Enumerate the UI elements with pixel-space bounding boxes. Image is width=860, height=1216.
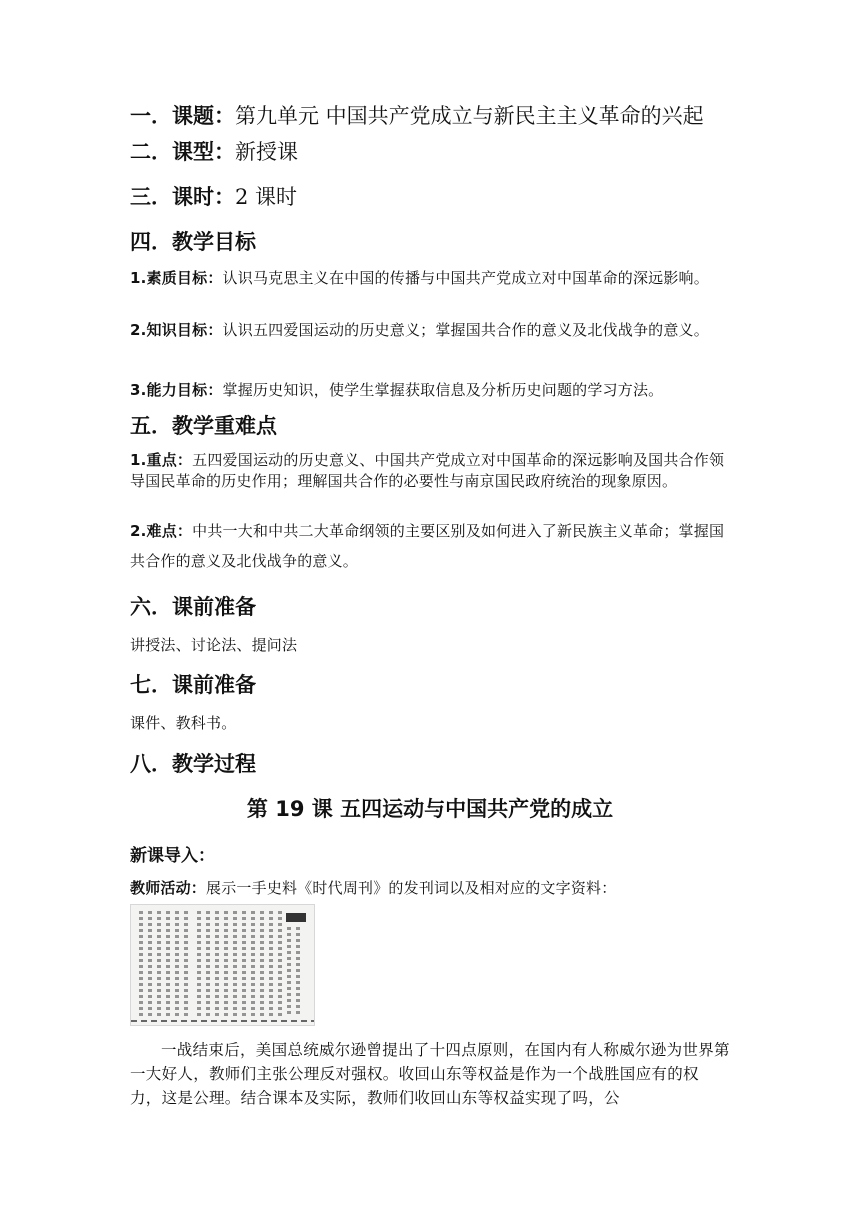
lesson-type-value: 新授课 — [235, 140, 298, 164]
process-heading: 八．教学过程 — [130, 752, 256, 776]
goal-text-3: 掌握历史知识，使学生掌握获取信息及分析历史问题的学习方法。 — [222, 381, 664, 399]
historical-document-image — [130, 904, 315, 1026]
key-points-heading: 五．教学重难点 — [130, 414, 277, 438]
goals-heading: 四．教学目标 — [130, 230, 256, 254]
goal-text-1: 认识马克思主义在中国的传播与中国共产党成立对中国革命的深远影响。 — [222, 269, 709, 287]
key-point-text-2: 中共一大和中共二大革命纲领的主要区别及如何进入了新民族主义革命；掌握国共合作的意义及北伐战争的意义。 — [130, 522, 725, 570]
goal-item-3 — [130, 380, 730, 401]
key-point-text-1: 五四爱国运动的历史意义、中国共产党成立对中国革命的深远影响及国共合作领导国民革命的历史作用；理解国共合作的必要性与南京国民政府统治的现象原因。 — [130, 451, 725, 490]
teacher-activity-label: 教师活动： — [130, 879, 207, 897]
methods-heading: 六．课前准备 — [130, 595, 256, 619]
intro-heading: 新课导入： — [130, 846, 215, 866]
lesson-type-line — [130, 137, 730, 167]
class-hours-key: 三．课时： — [130, 185, 235, 209]
lesson-title: 第 19 课 五四运动与中国共产党的成立 — [246, 797, 614, 821]
class-hours-line — [130, 182, 730, 212]
class-hours-value: 2 课时 — [235, 185, 298, 209]
key-point-label-2: 2.难点： — [130, 522, 193, 540]
goal-item-1 — [130, 268, 730, 289]
materials-text: 课件、教科书。 — [130, 714, 237, 732]
goal-label-1: 1.素质目标： — [130, 269, 223, 287]
key-point-item-1 — [130, 450, 730, 492]
teacher-activity — [130, 878, 730, 899]
key-point-item-2 — [130, 516, 730, 576]
goal-label-2: 2.知识目标： — [130, 321, 223, 339]
materials-heading: 七．课前准备 — [130, 673, 256, 697]
image-masthead-mark — [286, 913, 306, 922]
intro-paragraph: 一战结束后，美国总统威尔逊曾提出了十四点原则，在国内有人称威尔逊为世界第一大好人，教师们主张公理反对强权。收回山东等权益是作为一个战胜国应有的权力，这是公理。结合课本及实际，教师们收回山东等权益实现了吗，公 — [130, 1041, 730, 1107]
key-point-label-1: 1.重点： — [130, 451, 193, 469]
goal-label-3: 3.能力目标： — [130, 381, 223, 399]
goal-text-2: 认识五四爱国运动的历史意义；掌握国共合作的意义及北伐战争的意义。 — [222, 321, 709, 339]
teacher-activity-text: 展示一手史料《时代周刊》的发刊词以及相对应的文字资料： — [206, 879, 617, 897]
topic-value: 第九单元 中国共产党成立与新民主主义革命的兴起 — [235, 104, 704, 128]
goal-item-2 — [130, 315, 730, 345]
methods-text: 讲授法、讨论法、提问法 — [130, 636, 298, 654]
topic-key: 一．课题： — [130, 104, 235, 128]
lesson-type-key: 二．课型： — [130, 140, 235, 164]
topic-line — [130, 101, 730, 131]
